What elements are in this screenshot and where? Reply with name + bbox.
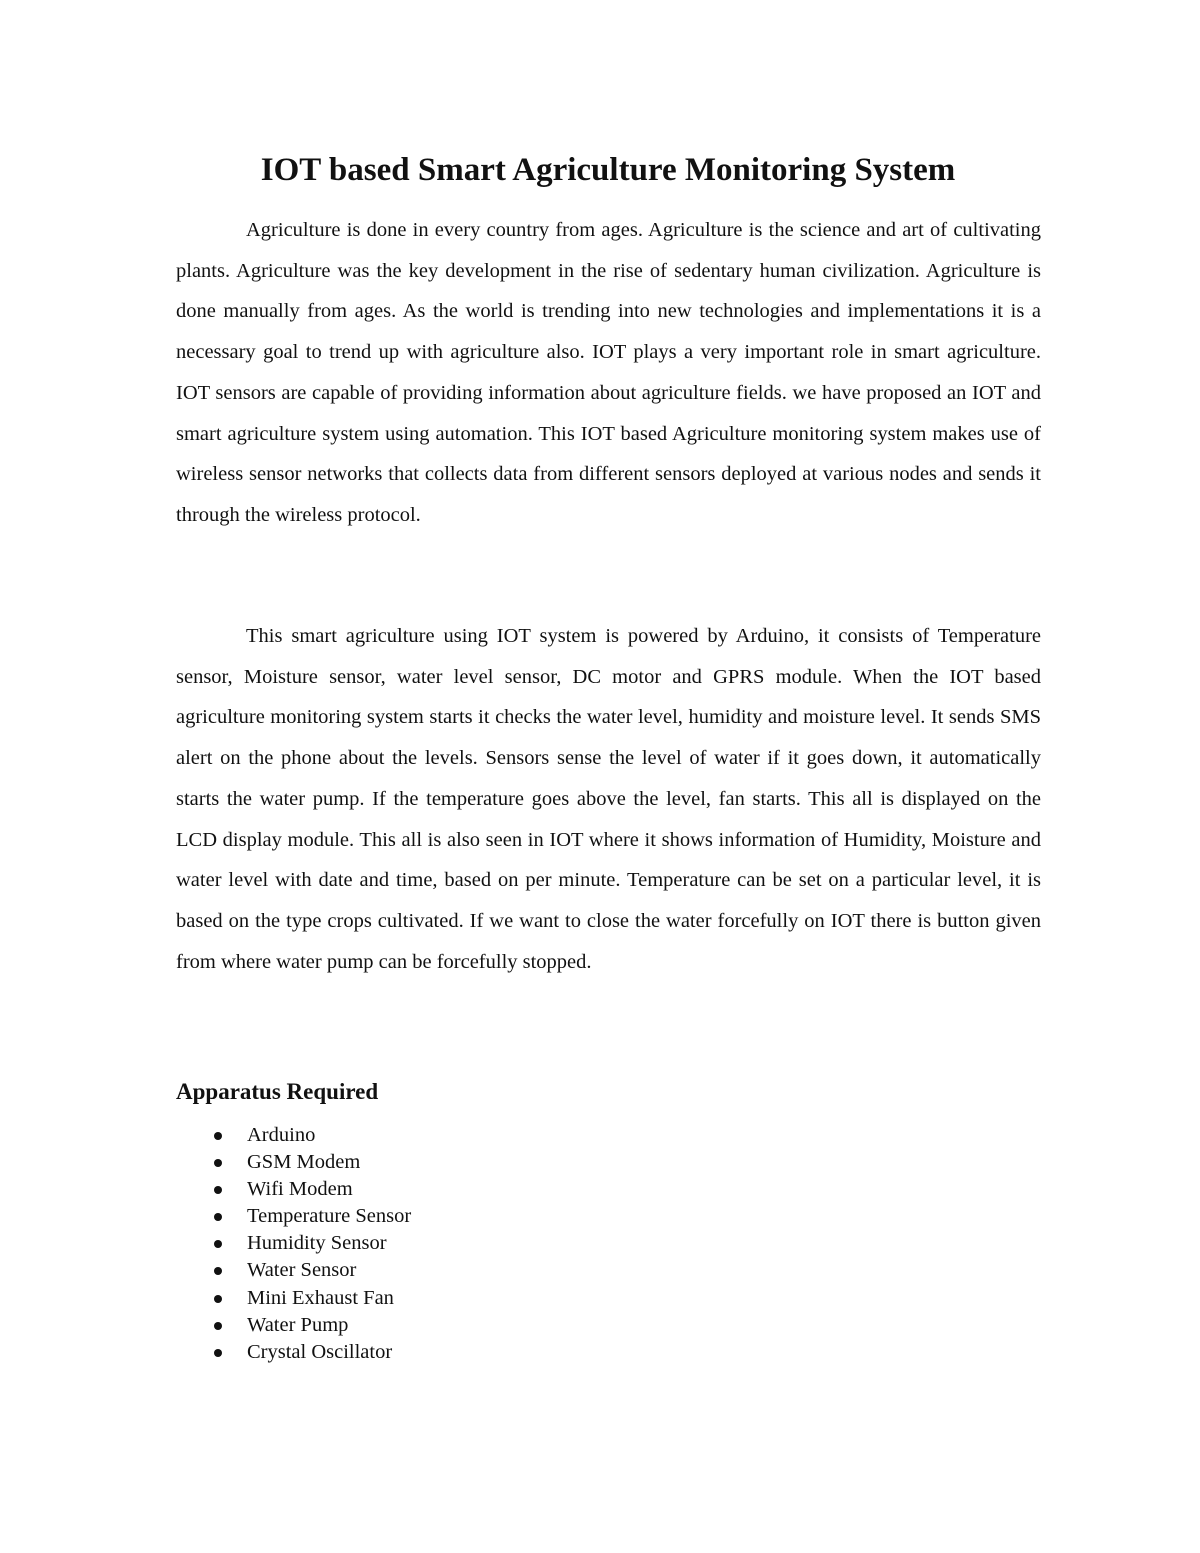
list-item bbox=[176, 1176, 411, 1203]
list-item-label: Mini Exhaust Fan bbox=[247, 1286, 394, 1309]
bullet-icon bbox=[214, 1349, 222, 1357]
bullet-icon bbox=[214, 1267, 222, 1275]
list-item-label: Water Pump bbox=[247, 1313, 349, 1336]
list-item bbox=[176, 1122, 411, 1149]
bullet-icon bbox=[214, 1322, 222, 1330]
list-item-label: Humidity Sensor bbox=[247, 1232, 387, 1255]
bullet-icon bbox=[214, 1213, 222, 1221]
list-item bbox=[176, 1203, 411, 1230]
list-item-label: Crystal Oscillator bbox=[247, 1340, 393, 1363]
list-item bbox=[176, 1285, 411, 1312]
bullet-icon bbox=[214, 1186, 222, 1194]
system-description-paragraph: This smart agriculture using IOT system is powered by Arduino, it consists of Temperature sensor, Moisture sensor, water level sensor, DC motor and GPRS module. When the IOT based agriculture monitoring system starts it checks the water level, humidity and moisture level. It sends SMS alert on the phone about the levels. Sensors sense the level of water if it goes down, it automatically starts the water pump. If the temperature goes above the level, fan starts. This all is displayed on the LCD display module. This all is also seen in IOT where it shows information of Humidity, Moisture and water level with date and time, based on per minute. Temperature can be set on a particular level, it is based on the type crops cultivated. If we want to close the water forcefully on IOT there is button given from where water pump can be forcefully stopped. bbox=[176, 625, 1041, 973]
list-item-label: GSM Modem bbox=[247, 1151, 361, 1174]
list-item bbox=[176, 1257, 411, 1284]
list-item-label: Temperature Sensor bbox=[247, 1205, 412, 1228]
bullet-icon bbox=[214, 1295, 222, 1303]
bullet-icon bbox=[214, 1132, 222, 1140]
bullet-icon bbox=[214, 1240, 222, 1248]
apparatus-heading: Apparatus Required bbox=[176, 1079, 379, 1104]
apparatus-list bbox=[176, 1122, 411, 1366]
bullet-icon bbox=[214, 1159, 222, 1167]
list-item-label: Arduino bbox=[247, 1124, 316, 1146]
list-item bbox=[176, 1312, 411, 1339]
document-title: IOT based Smart Agriculture Monitoring System bbox=[260, 152, 956, 188]
intro-paragraph: Agriculture is done in every country from ages. Agriculture is the science and art of cultivating plants. Agriculture was the key development in the rise of sedentary human civilization. Agriculture is done manually from ages. As the world is trending into new technologies and implementations it is a necessary goal to trend up with agriculture also. IOT plays a very important role in smart agriculture. IOT sensors are capable of providing information about agriculture fields. we have proposed an IOT and smart agriculture system using automation. This IOT based Agriculture monitoring system makes use of wireless sensor networks that collects data from different sensors deployed at various nodes and sends it through the wireless protocol. bbox=[176, 219, 1041, 526]
list-item bbox=[176, 1149, 411, 1176]
list-item bbox=[176, 1339, 411, 1366]
list-item-label: Water Sensor bbox=[247, 1259, 357, 1282]
list-item-label: Wifi Modem bbox=[247, 1178, 353, 1201]
list-item bbox=[176, 1230, 411, 1257]
